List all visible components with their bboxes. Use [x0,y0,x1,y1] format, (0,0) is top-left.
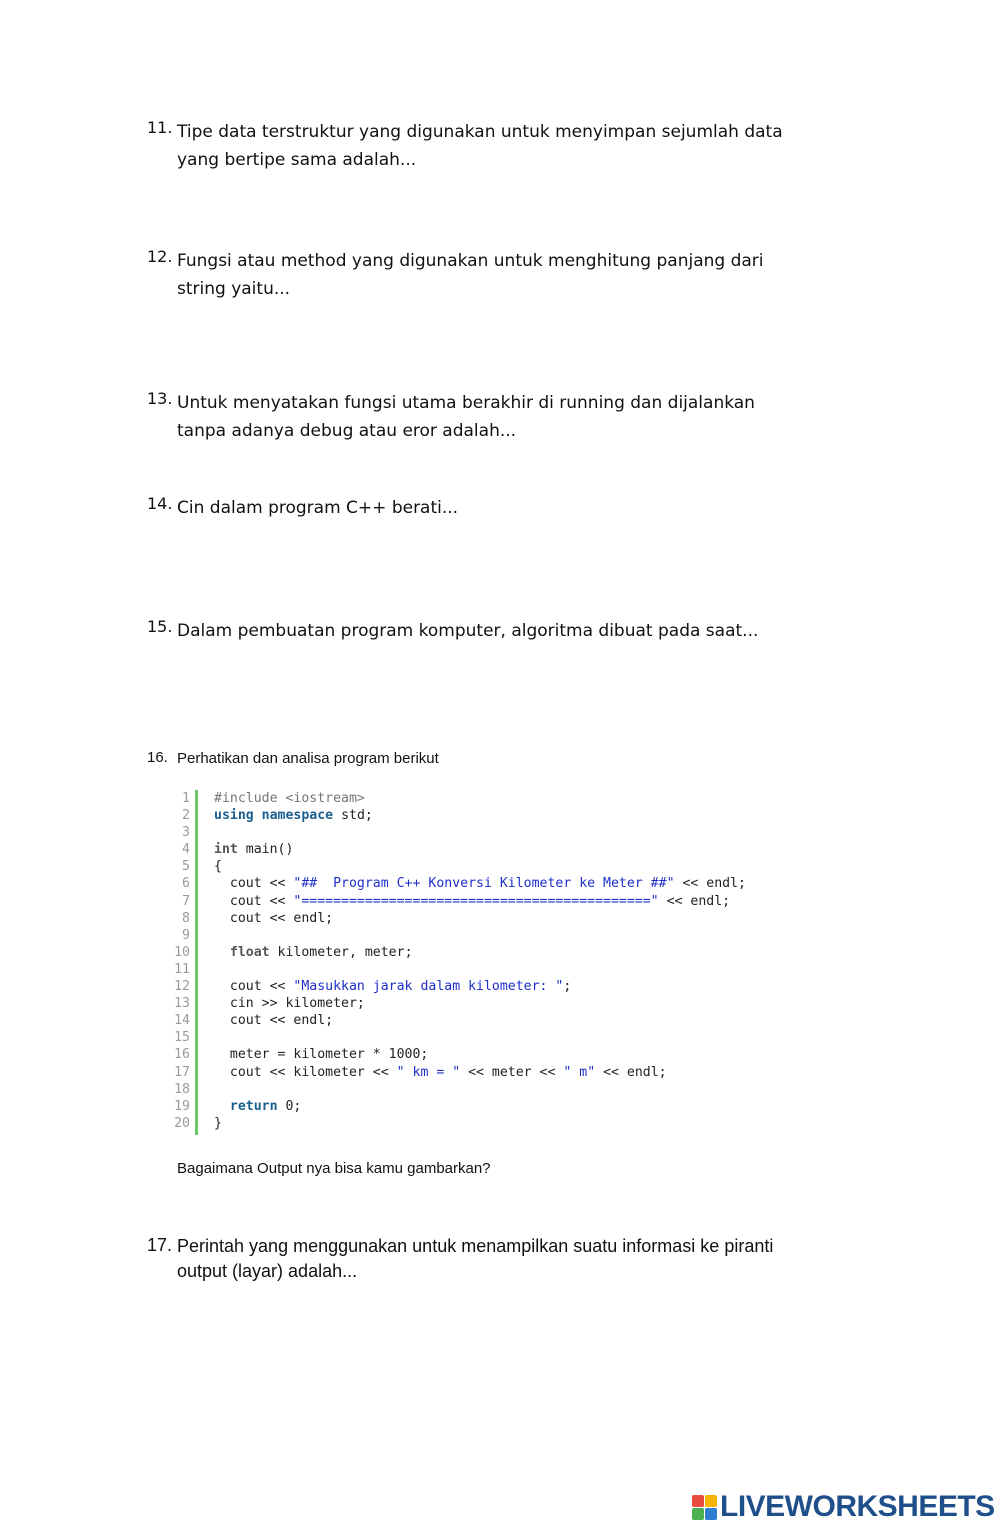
question-text [177,749,827,769]
line-number: 10 [174,944,190,960]
question-text [177,247,827,303]
question-number: 11. [147,118,173,137]
logo-block [692,1495,704,1507]
code-line: using namespace std; [214,808,373,824]
question-14 [147,494,827,522]
question-line: Fungsi atau method yang digunakan untuk menghitung panjang dari [177,251,764,271]
code-line [214,961,746,978]
question-text [177,494,827,522]
line-number: 12 [174,979,190,995]
code-line: cout << endl; [214,910,334,926]
question-line: Tipe data terstruktur yang digunakan untuk menyimpan sejumlah data [177,122,783,142]
question-line: Dalam pembuatan program komputer, algoritma dibuat pada saat... [177,621,759,641]
question-11 [147,118,827,174]
question-number: 16. [147,749,168,766]
line-number-gutter [170,790,190,1132]
code-line: return 0; [229,1098,302,1114]
line-number: 1 [182,791,190,806]
line-number: 9 [182,927,190,943]
code-snippet [170,790,810,1135]
logo-blocks-icon [692,1495,717,1520]
code-line: #include <iostream> [214,791,365,806]
question-17 [147,1234,827,1284]
question-line: Perhatikan dan analisa program berikut [177,750,439,767]
code-line [214,1081,746,1098]
logo-block [705,1495,717,1507]
code-line: } [214,1115,222,1131]
line-number: 6 [182,876,190,892]
question-12 [147,247,827,303]
question-number: 14. [147,494,173,513]
line-number: 15 [174,1030,190,1046]
question-line: Cin dalam program C++ berati... [177,498,459,518]
code-line [214,927,746,944]
code-line: meter = kilometer * 1000; [214,1047,429,1063]
question-number: 17. [147,1235,173,1255]
line-number: 11 [174,961,190,977]
question-line: output (layar) adalah... [177,1261,358,1281]
logo-block [692,1508,704,1520]
logo-wordmark: LIVEWORKSHEETS [720,1490,995,1523]
question-line: Untuk menyatakan fungsi utama berakhir di running dan dijalankan [177,393,755,413]
question-16 [147,749,827,769]
question-line: tanpa adanya debug atau eror adalah... [177,421,517,441]
question-text [177,617,827,645]
line-number: 7 [182,893,190,909]
line-number: 4 [182,842,190,858]
code-line: { [214,859,222,875]
gutter-bar [195,790,198,1135]
line-number: 16 [174,1047,190,1063]
followup-question: Bagaimana Output nya bisa kamu gambarkan? [177,1160,491,1177]
line-number: 19 [174,1098,190,1114]
code-line: cout << "Masukkan jarak dalam kilometer: "; [214,979,572,995]
code-line: int main() [214,842,294,858]
code-line: cin >> kilometer; [214,996,365,1012]
code-line: cout << endl; [214,1013,334,1029]
code-line: float kilometer, meter; [229,944,413,960]
logo-block [705,1508,717,1520]
code-line: cout << kilometer << " km = " << meter << " m" << endl; [214,1064,667,1080]
question-line: yang bertipe sama adalah... [177,150,417,170]
code-line: cout << "## Program C++ Konversi Kilometer ke Meter ##" << endl; [214,876,746,892]
line-number: 14 [174,1013,190,1029]
question-line: string yaitu... [177,279,291,299]
question-number: 12. [147,247,173,266]
question-number: 13. [147,389,173,408]
line-number: 8 [182,910,190,926]
line-number: 2 [182,808,190,824]
line-number: 17 [174,1064,190,1080]
line-number: 18 [174,1081,190,1097]
question-15 [147,617,827,645]
line-number: 20 [174,1115,190,1131]
code-line [214,824,746,841]
liveworksheets-logo [692,1490,995,1524]
line-number: 3 [182,825,190,841]
code-line: cout << "============================================" << endl; [214,893,731,909]
code-lines [214,790,746,1132]
question-line: Perintah yang menggunakan untuk menampilkan suatu informasi ke piranti [177,1236,774,1256]
line-number: 5 [182,859,190,875]
code-line [214,1029,746,1046]
question-number: 15. [147,617,173,636]
question-text [177,1234,827,1284]
question-13 [147,389,827,445]
question-text [177,389,827,445]
line-number: 13 [174,996,190,1012]
question-text [177,118,827,174]
